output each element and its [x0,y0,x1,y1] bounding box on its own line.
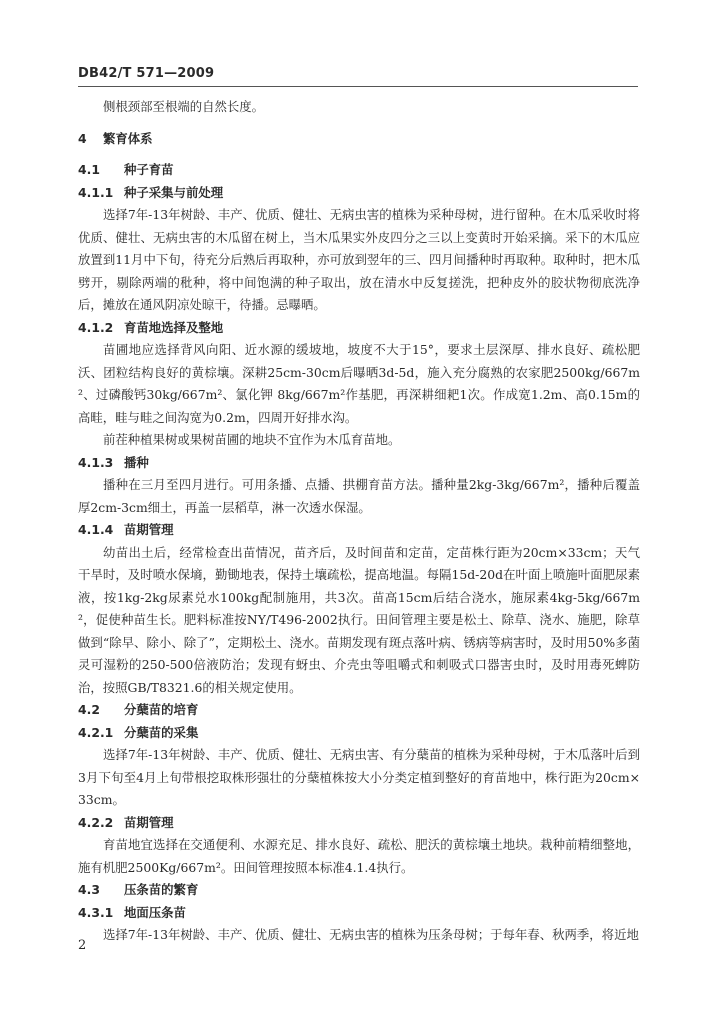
section-gap [78,119,640,128]
section-title: 繁育体系 [103,130,153,146]
section-heading [78,699,640,722]
body-paragraph: 侧根颈部至根端的自然长度。 [103,99,265,114]
section-title: 分蘖苗的培育 [124,702,199,717]
section-heading [78,317,640,340]
body-paragraph: 苗圃地应选择背风向阳、近水源的缓坡地，坡度不大于15°，要求土层深厚、排水良好、疏松肥沃、团粒结构良好的黄棕壤。深耕25cm-30cm后曝晒3d-5d，施入充分腐熟的农家肥2500kg/667m²、过磷酸钙30kg/667m²、氯化钾 8kg/667m²作基肥，再深耕细耙1次。作成宽1.2m、高0.15m的高畦，畦与畦之间沟宽为0.2m，四周开好排水沟。 [78,342,640,425]
body-paragraph: 选择7年-13年树龄、丰产、优质、健壮、无病虫害的植株为压条母树；于每年春、秋两季，将近地 [103,927,639,942]
body-paragraph: 选择7年-13年树龄、丰产、优质、健壮、无病虫害、有分蘖苗的植株为采种母树，于木瓜落叶后到3月下旬至4月上旬带根挖取株形强壮的分蘖植株按大小分类定植到整好的育苗地中，株行距为20cm×33cm。 [78,747,640,807]
section-gap [78,150,640,159]
section-number: 4.3.1 [78,904,114,920]
section-heading [78,879,640,902]
section-title: 种子育苗 [124,162,174,177]
body-paragraph: 选择7年-13年树龄、丰产、优质、健壮、无病虫害的植株为采种母树，进行留种。在木瓜采收时将优质、健壮、无病虫害的木瓜留在树上，当木瓜果实外皮四分之三以上变黄时开始采摘。采下的木瓜应放置到11月中下旬，待充分后熟后再取种，亦可放到翌年的三、四月间播种时再取种。取种时，把木瓜劈开，剔除两端的秕种，将中间饱满的种子取出，放在清水中反复搓洗，把种皮外的胶状物彻底洗净后，摊放在通风阴凉处晾干，待播。忌曝晒。 [78,207,640,312]
section-title: 苗期管理 [124,522,174,537]
section-number: 4.1 [78,162,100,177]
body-paragraph: 前茬种植果树或果树苗圃的地块不宜作为木瓜育苗地。 [103,432,401,447]
section-heading [78,128,640,151]
body-paragraph: 育苗地宜选择在交通便利、水源充足、排水良好、疏松、肥沃的黄棕壤土地块。栽种前精细整地，施有机肥2500Kg/667m²。田间管理按照本标准4.1.4执行。 [78,837,640,875]
section-number: 4.2.1 [78,724,114,740]
section-number: 4.1.4 [78,522,114,537]
section-title: 苗期管理 [124,814,174,830]
section-number: 4.1.2 [78,319,114,335]
section-heading [78,519,640,542]
section-title: 种子采集与前处理 [124,184,224,200]
section-title: 地面压条苗 [124,904,186,920]
section-title: 压条苗的繁育 [124,882,199,897]
section-number: 4.2.2 [78,814,114,830]
section-number: 4.3 [78,882,100,897]
header-rule [78,86,638,87]
section-title: 播种 [124,454,149,470]
section-heading [78,812,640,835]
document-id-header: DB42/T 571—2009 [78,66,215,81]
section-title: 育苗地选择及整地 [124,319,224,335]
section-heading [78,722,640,745]
body-paragraph: 播种在三月至四月进行。可用条播、点播、拱棚育苗方法。播种量2kg-3kg/667m²，播种后覆盖厚2cm-3cm细土，再盖一层稻草，淋一次透水保湿。 [78,477,640,515]
section-number: 4.1.3 [78,454,114,470]
section-title: 分蘖苗的采集 [124,724,199,740]
section-heading [78,182,640,205]
page-body [78,96,640,947]
section-number: 4.2 [78,702,100,717]
page-number: 2 [78,938,87,953]
section-heading [78,159,640,182]
section-heading [78,452,640,475]
section-heading [78,902,640,925]
body-paragraph: 幼苗出土后，经常检查出苗情况，苗齐后，及时间苗和定苗，定苗株行距为20cm×33cm；天气干旱时，及时喷水保墒，勤锄地表，保持土壤疏松，提高地温。每隔15d-20d在叶面上喷施叶面肥尿素液，按1kg-2kg尿素兑水100kg配制施用，共3次。苗高15cm后结合浇水，施尿素4kg-5kg/667m²，促使种苗生长。肥料标准按NY/T496-2002执行。田间管理主要是松土、除草、浇水、施肥，除草做到“除早、除小、除了”，定期松土、浇水。苗期发现有斑点落叶病、锈病等病害时，及时用50%多菌灵可湿粉的250-500倍液防治；发现有蚜虫、介壳虫等咀嚼式和刺吸式口器害虫时，及时用毒死蜱防治，按照GB/T8321.6的相关规定使用。 [78,544,640,695]
section-number: 4.1.1 [78,184,114,200]
section-number: 4 [78,130,87,146]
